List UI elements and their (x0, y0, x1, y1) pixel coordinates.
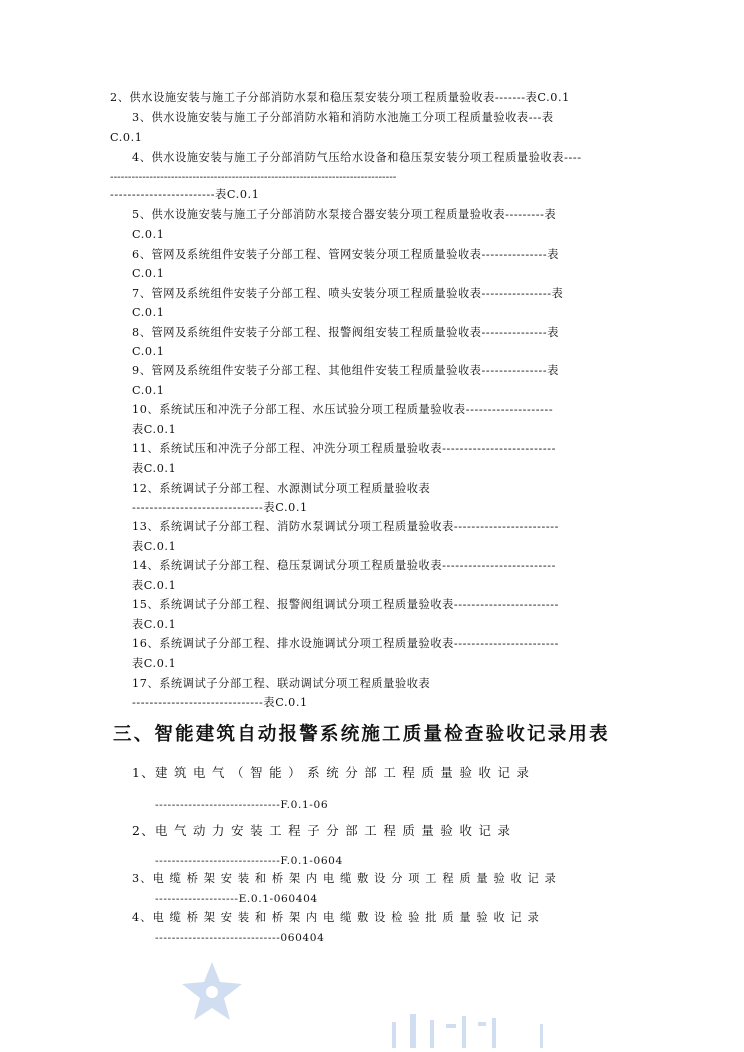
toc-line: 13、系统调试子分部工程、消防水泵调试分项工程质量验收表------------------------ (132, 520, 560, 533)
sub-item-code: ------------------------------060404 (155, 932, 325, 944)
toc-line: 14、系统调试子分部工程、稳压泵调试分项工程质量验收表-------------------------- (132, 559, 557, 572)
toc-line: 16、系统调试子分部工程、排水设施调试分项工程质量验收表------------------------ (132, 637, 560, 650)
toc-line: 10、系统试压和冲洗子分部工程、水压试验分项工程质量验收表-------------------- (132, 403, 554, 416)
toc-line: 7、管网及系统组件安装子分部工程、喷头安装分项工程质量验收表----------------表 (132, 287, 564, 300)
toc-line: 6、管网及系统组件安装子分部工程、管网安装分项工程质量验收表---------------表 (132, 248, 560, 261)
toc-line: 3、供水设施安装与施工子分部消防水箱和消防水池施工分项工程质量验收表---表 (132, 111, 554, 124)
toc-line: 12、系统调试子分部工程、水源测试分项工程质量验收表 (132, 482, 431, 495)
toc-line: 15、系统调试子分部工程、报警阀组调试分项工程质量验收表------------------------ (132, 598, 560, 611)
sub-item-title: 2、电 气 动 力 安 装 工 程 子 分 部 工 程 质 量 验 收 记 录 (132, 823, 512, 838)
sub-item-code: ------------------------------F.0.1-0604 (155, 855, 343, 867)
sub-item-code: --------------------E.0.1-060404 (155, 893, 318, 905)
sub-item-title: 4、电 缆 桥 架 安 装 和 桥 架 内 电 缆 敷 设 检 验 批 质 量 验 收 记 录 (132, 911, 540, 924)
toc-line: 2、供水设施安装与施工子分部消防水泵和稳压泵安装分项工程质量验收表-------表C.0.1 (110, 91, 570, 104)
toc-line: 表C.0.1 (132, 423, 177, 436)
toc-line: 表C.0.1 (132, 540, 177, 553)
sub-item-title: 1、建 筑 电 气 （ 智 能 ） 系 统 分 部 工 程 质 量 验 收 记 录 (132, 765, 531, 780)
toc-line: 11、系统试压和冲洗子分部工程、冲洗分项工程质量验收表-------------------------- (132, 442, 557, 455)
toc-line: C.0.1 (110, 131, 143, 144)
sub-item-title: 3、电 缆 桥 架 安 装 和 桥 架 内 电 缆 敷 设 分 项 工 程 质 量 验 收 记 录 (132, 872, 557, 885)
toc-line: C.0.1 (132, 384, 165, 397)
toc-line: ------------------------------表C.0.1 (132, 696, 308, 709)
toc-line: ------------------------------表C.0.1 (132, 501, 308, 514)
section-heading: 三、智能建筑自动报警系统施工质量检查验收记录用表 (113, 724, 610, 745)
toc-line: 9、管网及系统组件安装子分部工程、其他组件安装工程质量验收表---------------表 (132, 364, 560, 377)
toc-line: C.0.1 (132, 345, 165, 358)
toc-line: 表C.0.1 (132, 657, 177, 670)
toc-line: 表C.0.1 (132, 462, 177, 475)
toc-line: 4、供水设施安装与施工子分部消防气压给水设备和稳压泵安装分项工程质量验收表---- (132, 151, 582, 164)
watermark-snowflake-icon (182, 962, 242, 1020)
toc-line: 5、供水设施安装与施工子分部消防水泵接合器安装分项工程质量验收表---------表 (132, 208, 557, 221)
toc-line: 表C.0.1 (132, 618, 177, 631)
watermark-logo (0, 950, 744, 1052)
toc-line: 17、系统调试子分部工程、联动调试分项工程质量验收表 (132, 677, 431, 690)
toc-line: -------------------------------------------------------------------------------- (110, 171, 397, 183)
toc-line: 8、管网及系统组件安装子分部工程、报警阀组安装工程质量验收表---------------表 (132, 326, 560, 339)
sub-item-code: ------------------------------F.0.1-06 (155, 799, 329, 811)
toc-line: C.0.1 (132, 306, 165, 319)
toc-line: C.0.1 (132, 267, 165, 280)
toc-line: ------------------------表C.0.1 (110, 188, 260, 201)
toc-line: 表C.0.1 (132, 579, 177, 592)
toc-line: C.0.1 (132, 228, 165, 241)
